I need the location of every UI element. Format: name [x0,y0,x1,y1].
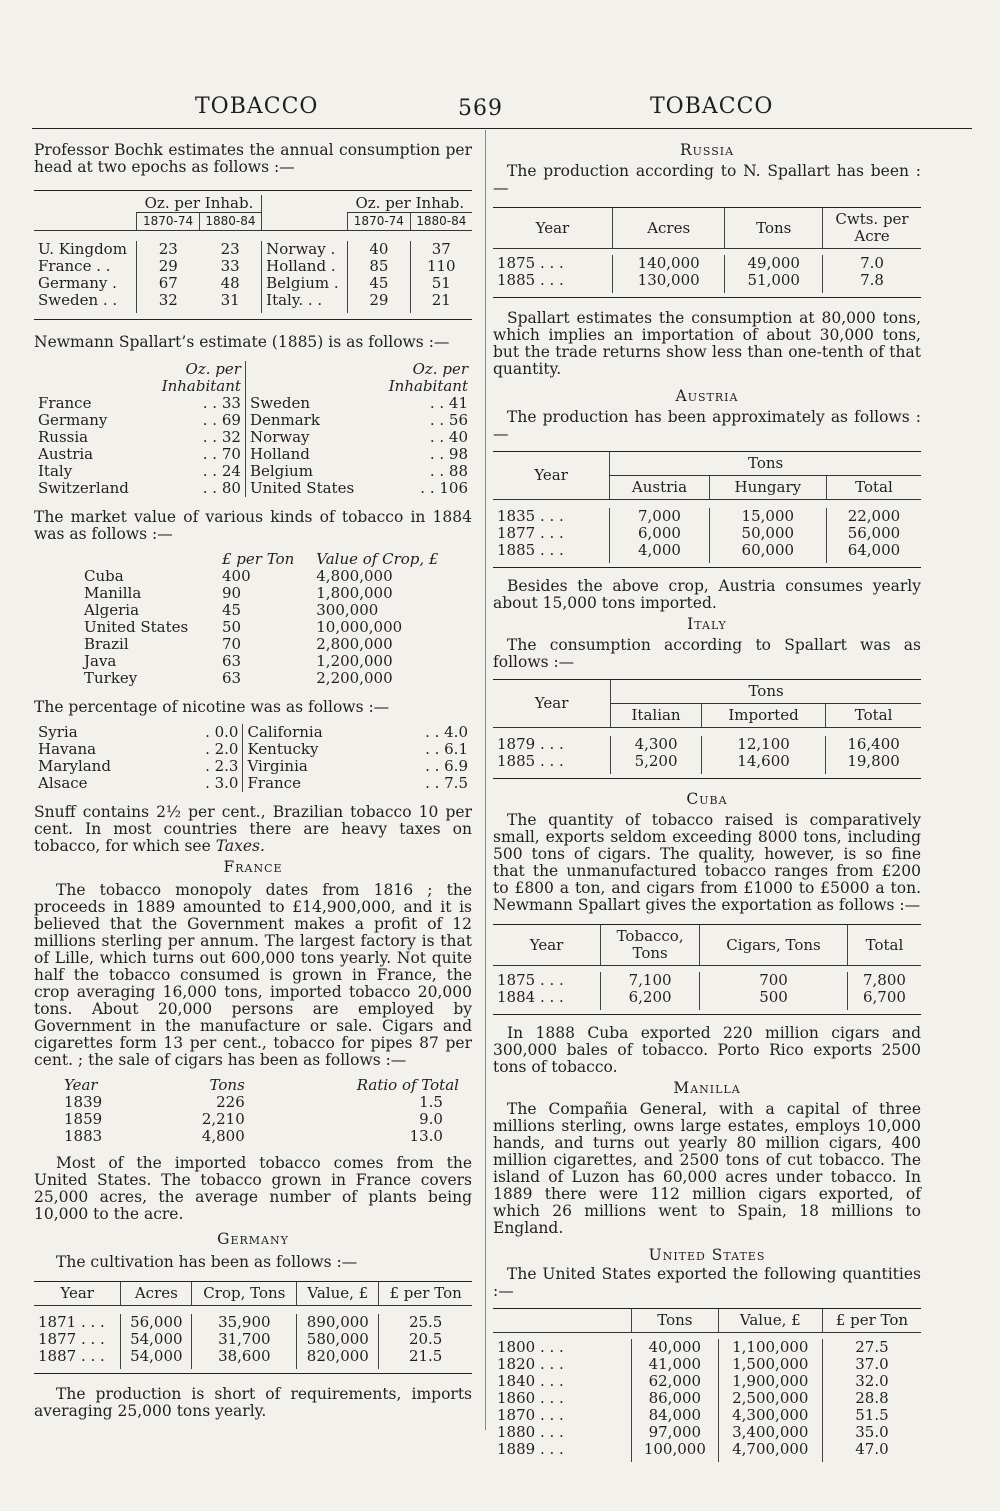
table-row: 1883 4,800 13.0 [64,1127,443,1145]
table-row: 1884 . . . 6,200 500 6,700 [493,989,921,1010]
us-title: United States [648,1246,766,1264]
nicotine-intro: The percentage of nicotine was as follows :— [34,698,390,716]
table-row: 1835 . . . 7,000 15,000 22,000 [493,508,921,525]
bochk-col4: 1880-84 [410,213,472,231]
table-row: France . . 33 Sweden . . 41 [38,394,468,412]
table-row: Sweden . . 32 31 Italy. . . 29 21 [34,292,472,313]
table-row: 1875 . . . 7,100 700 7,800 [493,972,921,989]
table-row: Austria . . 70 Holland . . 98 [38,445,468,463]
bochk-table [34,195,472,313]
table-row: 1839 226 1.5 [64,1093,443,1111]
market-head-price: £ per Ton [222,550,295,568]
france-title: France [223,858,283,876]
cuba-title: Cuba [686,790,728,808]
newmann-table [34,361,472,497]
table-row: Alsace . 3.0 France . . 7.5 [38,774,468,792]
table-row: 1871 . . . 56,000 35,900 890,000 25.5 [34,1314,472,1331]
market-intro: The market value of various kinds of tobacco in 1884 was as follows :— [34,508,472,543]
table-row: 1860 . . . 86,000 2,500,000 28.8 [493,1390,921,1407]
market-head-value: Value of Crop, £ [316,550,439,568]
us-intro: The United States exported the following quantities :— [493,1265,921,1300]
page-number: 569 [458,96,503,121]
cigar-table: Year Tons Ratio of Total 1839 226 1.5 1859 2,210 9.0 1883 4,800 13.0 [60,1077,463,1145]
table-row: Maryland . 2.3 Virginia . . 6.9 [38,757,468,775]
russia-table: Year Acres Tons Cwts. per Acre 1875 . . . 140,000 49,000 7.0 1885 . . . 130,000 51,000 7.8 [493,208,921,293]
table-row: 1879 . . . 4,300 12,100 16,400 [493,736,921,753]
russia-para: Spallart estimates the consumption at 80,000 tons, which implies an importation of about 30,000 tons, but the trade returns show less than one-tenth of that quantity. [493,309,921,378]
table-row: Java 63 1,200,000 [84,652,393,670]
cuba-para: The quantity of tobacco raised is comparatively small, exports seldom exceeding 8000 tons, including 500 tons of cigars. The quality, however, is so fine that the unmanufactured tobacco ranges from £200 to £800 a ton, and cigars from £1000 to £5000 a ton. Newmann Spallart gives the exportation as follows :— [493,811,921,914]
column-divider [485,130,486,1430]
germany-para: The production is short of requirements, imports averaging 25,000 tons yearly. [34,1385,472,1420]
nicotine-table [34,724,472,792]
table-row: 1800 . . . 40,000 1,100,000 27.5 [493,1339,921,1356]
austria-table: Year Tons Austria Hungary Total 1835 . . . 7,000 15,000 22,000 1877 . . . 6,000 50,000 56,000 1885 . . . 4,000 60,000 64,000 [493,452,921,563]
table-row: Syria . 0.0 California . . 4.0 [38,723,468,741]
newmann-head-b2: Inhabitant [388,377,468,395]
italy-title: Italy [687,615,727,633]
running-head-right: TOBACCO [650,94,774,119]
header-rule [32,128,972,129]
market-table [80,551,442,687]
table-row: Manilla 90 1,800,000 [84,584,393,602]
bochk-col2: 1880-84 [199,213,261,231]
bochk-col1: 1870-74 [137,213,199,231]
table-row: 1870 . . . 84,000 4,300,000 51.5 [493,1407,921,1424]
austria-intro: The production has been approximately as follows :— [493,408,921,443]
cuba-para2: In 1888 Cuba exported 220 million cigars and 300,000 bales of tobacco. Porto Rico exports 2500 tons of tobacco. [493,1024,921,1076]
table-row: 1885 . . . 4,000 60,000 64,000 [493,542,921,563]
newmann-head-a2: Oz. per [412,360,468,378]
table-row: 1885 . . . 130,000 51,000 7.8 [493,272,921,293]
germany-table: Year Acres Crop, Tons Value, £ £ per Ton 1871 . . . 56,000 35,900 890,000 25.5 1877 . . . 54,000 31,700 580,000 20.5 1887 . . . 54,000 38,600 820,000 21.5 [34,1282,472,1369]
newmann-intro: Newmann Spallart’s estimate (1885) is as follows :— [34,333,450,351]
taxes-ref: Taxes. [215,837,265,855]
bochk-group-left: Oz. per Inhab. [144,194,254,212]
table-row: Cuba 400 4,800,000 [84,567,393,585]
table-row: United States 50 10,000,000 [84,618,403,636]
table-row: Italy . . 24 Belgium . . 88 [38,462,468,480]
table-row: France . . 29 33 Holland . 85 110 [34,258,472,275]
table-row: 1820 . . . 41,000 1,500,000 37.0 [493,1356,921,1373]
table-row: 1877 . . . 54,000 31,700 580,000 20.5 [34,1331,472,1348]
table-row: Brazil 70 2,800,000 [84,635,393,653]
table-row: 1875 . . . 140,000 49,000 7.0 [493,255,921,272]
table-row: 1889 . . . 100,000 4,700,000 47.0 [493,1441,921,1462]
table-row: Algeria 45 300,000 [84,601,379,619]
table-row: Germany . 67 48 Belgium . 45 51 [34,275,472,292]
austria-title: Austria [675,387,739,405]
bochk-group-right: Oz. per Inhab. [355,194,465,212]
austria-para: Besides the above crop, Austria consumes yearly about 15,000 tons imported. [493,577,921,612]
table-row: 1877 . . . 6,000 50,000 56,000 [493,525,921,542]
table-row: Germany . . 69 Denmark . . 56 [38,411,468,429]
table-row: 1840 . . . 62,000 1,900,000 32.0 [493,1373,921,1390]
running-head-left: TOBACCO [195,94,319,119]
italy-intro: The consumption according to Spallart was as follows :— [493,636,921,671]
france-para2: Most of the imported tobacco comes from the United States. The tobacco grown in France covers 25,000 acres, the average number of plants being 10,000 to the acre. [34,1154,472,1223]
table-row: 1859 2,210 9.0 [64,1110,443,1128]
germany-intro: The cultivation has been as follows :— [56,1253,358,1271]
germany-title: Germany [217,1230,289,1248]
table-row: 1880 . . . 97,000 3,400,000 35.0 [493,1424,921,1441]
table-row: 1885 . . . 5,200 14,600 19,800 [493,753,921,774]
russia-title: Russia [679,141,735,159]
bochk-col3: 1870-74 [348,213,410,231]
table-row: Turkey 63 2,200,000 [84,669,393,687]
right-column [493,142,921,1462]
table-row: Havana . 2.0 Kentucky . . 6.1 [38,740,468,758]
table-row: Switzerland . . 80 United States . . 106 [38,479,468,497]
newmann-head-a: Oz. per [185,360,241,378]
russia-intro: The production according to N. Spallart has been :— [493,162,921,197]
italy-table: Year Tons Italian Imported Total 1879 . . . 4,300 12,100 16,400 1885 . . . 5,200 14,600 19,800 [493,680,921,774]
cuba-table: Year Tobacco, Tons Cigars, Tons Total 1875 . . . 7,100 700 7,800 1884 . . . 6,200 500 6,700 [493,925,921,1010]
bochk-intro: Professor Bochk estimates the annual consumption per head at two epochs as follows :— [34,141,472,176]
table-row: 1887 . . . 54,000 38,600 820,000 21.5 [34,1348,472,1369]
left-column [34,142,472,1420]
manilla-para: The Compañia General, with a capital of three millions sterling, owns large estates, employs 10,000 hands, and turns out yearly 80 million cigars, 400 million cigarettes, and 2500 tons of cut tobacco. The island of Luzon has 60,000 acres under tobacco. In 1889 there were 112 million cigars exported, of which 26 millions went to Spain, 18 millions to England. [493,1100,921,1237]
table-row: U. Kingdom 23 23 Norway . 40 37 [34,241,472,258]
newmann-head-b: Inhabitant [161,377,241,395]
manilla-title: Manilla [673,1079,741,1097]
us-table: Tons Value, £ £ per Ton 1800 . . . 40,000 1,100,000 27.5 1820 . . . 41,000 1,500,000 37.0 1840 . . . 62,000 1,900,000 32.0 1860 . . . 86,000 2,500,000 28.8 1870 . . . 84,000 4,300,000 51.5 1880 . . . 97,000 3,400,000 35.0 1889 . . . 100,000 4,700,000 47.0 [493,1309,921,1462]
table-row: Russia . . 32 Norway . . 40 [38,428,468,446]
france-para: The tobacco monopoly dates from 1816 ; the proceeds in 1889 amounted to £14,900,000, and it is believed that the Government makes a profit of 12 millions sterling per annum. The largest factory is that of Lille, which turns out 600,000 tons yearly. Not quite half the tobacco consumed is grown in France, the crop averaging 16,000 tons, imported tobacco 20,000 tons. About 20,000 persons are employed by Government in the manufacture or sale. Cigars and cigarettes form 13 per cent., tobacco for pipes 87 per cent. ; the sale of cigars has been as follows :— [34,881,472,1069]
snuff-para: Snuff contains 2½ per cent., Brazilian tobacco 10 per cent. In most countries there are heavy taxes on tobacco, for which see Taxes. [34,803,472,855]
